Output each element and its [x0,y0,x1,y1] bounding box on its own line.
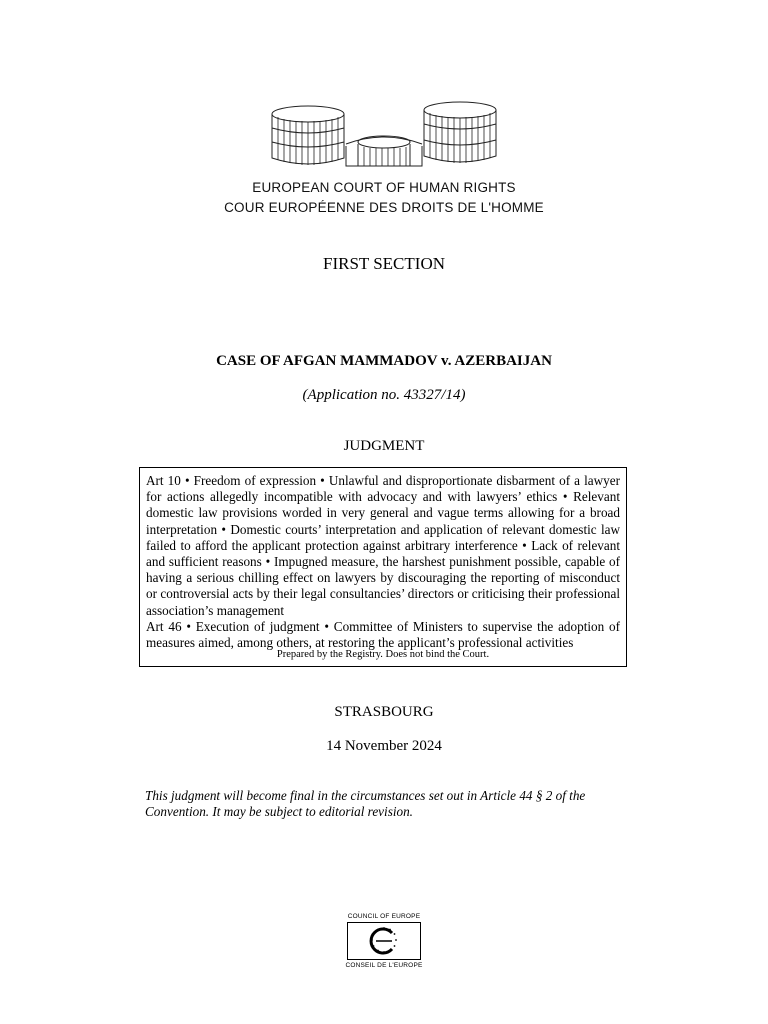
court-name-en: EUROPEAN COURT OF HUMAN RIGHTS [252,180,516,195]
keywords-paragraph-art10: Art 10 • Freedom of expression • Unlawful and disproportionate disbarment of a lawyer for actions allegedly incompatible with advocacy and with lawyers’ ethics • Relevant domestic law provisions worded in very general and vague terms allowing for a broad interpretation • Domestic courts’ interpretation and application of relevant domestic law failed to afford the applicant protection against arbitrary interference • Lack of relevant and sufficient reasons • Impugned measure, the harshest punishment possible, capable of having a serious chilling effect on lawyers by discouraging the reporting of misconduct or controversial acts by their legal consultancies’ directors or criticising their professional association’s management [146,473,620,618]
coe-bottom-text: CONSEIL DE L'EUROPE [345,962,423,969]
council-of-europe-logo [334,913,434,983]
place: STRASBOURG [334,704,434,720]
judgment-date: 14 November 2024 [326,738,442,754]
keywords-paragraph-art46: Art 46 • Execution of judgment • Committee of Ministers to supervise the adoption of measures aimed, among others, at restoring the applicant’s professional activities [146,618,620,651]
case-title: CASE OF AFGAN MAMMADOV v. AZERBAIJAN [216,353,552,369]
application-number: (Application no. 43327/14) [302,387,466,403]
finality-note: This judgment will become final in the circumstances set out in Article 44 § 2 of the Convention. It may be subject to editorial revision. [145,788,586,819]
coe-top-text: COUNCIL OF EUROPE [347,913,421,920]
section-title: FIRST SECTION [322,254,445,273]
court-building-icon [270,100,498,172]
registry-disclaimer: Prepared by the Registry. Does not bind the Court. [276,648,490,660]
council-of-europe-icon [347,922,421,960]
document-type: JUDGMENT [343,438,425,454]
court-name-fr: COUR EUROPÉENNE DES DROITS DE L'HOMME [224,200,544,215]
keywords-box [139,467,627,667]
